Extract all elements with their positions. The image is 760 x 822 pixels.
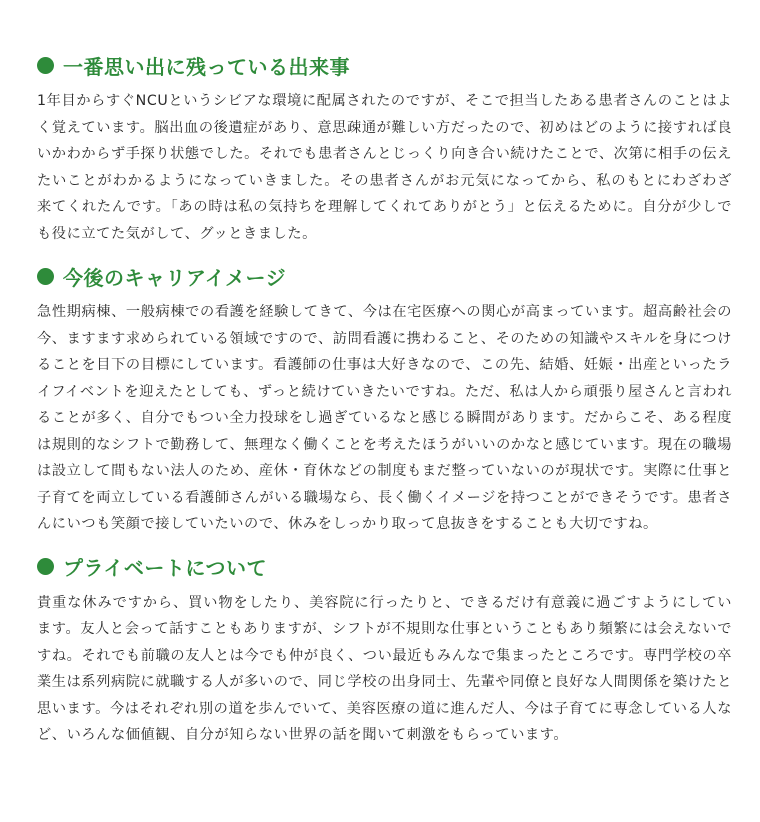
section-body: 貴重な休みですから、買い物をしたり、美容院に行ったりと、できるだけ有意義に過ごすようにしています。友人と会って話すこともありますが、シフトが不規則な仕事ということもあり頻繁には会えないですね。それでも前職の友人とは今でも仲が良く、つい最近もみんなで集まったところです。専門学校の卒業生は系列病院に就職する人が多いので、同じ学校の出身同士、先輩や同僚と良好な人間関係を築けたと思います。今はそれぞれ別の道を歩んでいて、美容医療の道に進んだ人、今は子育てに専念している人など、いろんな価値観、自分が知らない世界の話を聞いて刺激をもらっています。 bbox=[37, 594, 732, 743]
section-career-image bbox=[37, 261, 732, 538]
section-heading bbox=[37, 261, 732, 291]
bullet-icon bbox=[37, 558, 54, 575]
section-title: 一番思い出に残っている出来事 bbox=[63, 54, 350, 79]
section-body: 急性期病棟、一般病棟での看護を経験してきて、今は在宅医療への関心が高まっています。超高齢社会の今、ますます求められている領域ですので、訪問看護に携わること、そのための知識やスキルを身につけることを目下の目標にしています。看護師の仕事は大好きなので、この先、結婚、妊娠・出産といったライフイベントを迎えたとしても、ずっと続けていきたいですね。ただ、私は人から頑張り屋さんと言われることが多く、自分でもつい全力投球をし過ぎているなと感じる瞬間があります。だからこそ、ある程度は規則的なシフトで勤務して、無理なく働くことを考えたほうがいいのかなと感じています。現在の職場は設立して間もない法人のため、産休・育休などの制度もまだ整っていないのが現状です。実際に仕事と子育てを両立している看護師さんがいる職場なら、長く働くイメージを持つことができそうです。患者さんにいつも笑顔で接していたいので、休みをしっかり取って息抜きをすることも大切ですね。 bbox=[37, 304, 732, 532]
section-body: 1年目からすぐNCUというシビアな環境に配属されたのですが、そこで担当したある患者さんのことはよく覚えています。脳出血の後遺症があり、意思疎通が難しい方だったので、初めはどのように接すれば良いかわからず手探り状態でした。それでも患者さんとじっくり向き合い続けたことで、次第に相手の伝えたいことがわかるようになっていきました。その患者さんがお元気になってから、私のもとにわざわざ来てくれたんです。「あの時は私の気持ちを理解してくれてありがとう」と伝えるために。自分が少しでも役に立てた気がして、グッときました。 bbox=[37, 93, 732, 242]
bullet-icon bbox=[37, 268, 54, 285]
section-heading bbox=[37, 50, 732, 80]
bullet-icon bbox=[37, 57, 54, 74]
section-private-life bbox=[37, 552, 732, 749]
section-heading bbox=[37, 552, 732, 582]
section-memorable-event bbox=[37, 50, 732, 247]
section-title: プライベートについて bbox=[63, 556, 267, 580]
section-title: 今後のキャリアイメージ bbox=[63, 265, 287, 290]
